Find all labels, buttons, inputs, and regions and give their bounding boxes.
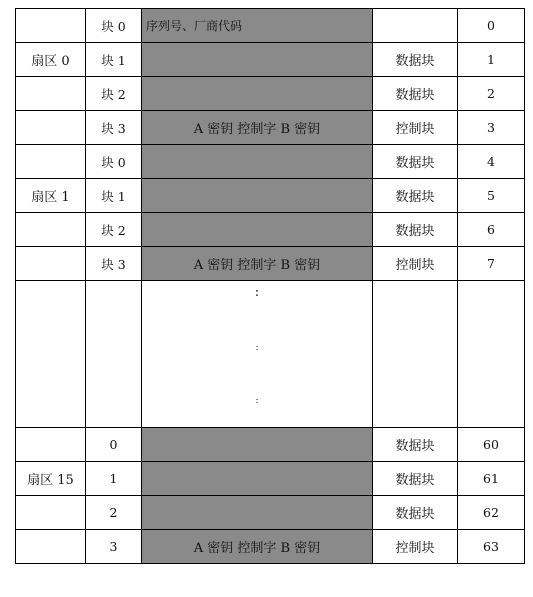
block-cell: 0: [86, 428, 142, 462]
block-cell: 1: [86, 462, 142, 496]
block-type-cell: 控制块: [373, 247, 458, 281]
content-cell: A 密钥 控制字 B 密钥: [142, 247, 373, 281]
ellipsis-dot: :: [255, 396, 259, 406]
address-cell: 1: [458, 43, 525, 77]
block-cell: 块 0: [86, 145, 142, 179]
table-row: [16, 530, 525, 564]
block-type-cell: 数据块: [373, 462, 458, 496]
block-cell: 块 0: [86, 9, 142, 43]
table-row: [16, 179, 525, 213]
block-cell: 块 3: [86, 111, 142, 145]
empty-cell: [86, 281, 142, 428]
content-cell: A 密钥 控制字 B 密钥: [142, 111, 373, 145]
empty-cell: [458, 281, 525, 428]
address-cell: 3: [458, 111, 525, 145]
table-row: [16, 145, 525, 179]
address-cell: 2: [458, 77, 525, 111]
block-type-cell: 数据块: [373, 428, 458, 462]
address-cell: 7: [458, 247, 525, 281]
content-cell: [142, 77, 373, 111]
content-cell: [142, 145, 373, 179]
memory-map-table: [15, 8, 525, 564]
content-cell: A 密钥 控制字 B 密钥: [142, 530, 373, 564]
address-cell: 0: [458, 9, 525, 43]
block-cell: 2: [86, 496, 142, 530]
block-type-cell: 控制块: [373, 111, 458, 145]
address-cell: 6: [458, 213, 525, 247]
content-cell: [142, 179, 373, 213]
block-type-cell: [373, 9, 458, 43]
sector-cell: [16, 428, 86, 462]
ellipsis-dot: :: [255, 343, 259, 353]
sector-cell: [16, 145, 86, 179]
block-cell: 块 1: [86, 43, 142, 77]
content-cell: [142, 428, 373, 462]
block-type-cell: 控制块: [373, 530, 458, 564]
block-type-cell: 数据块: [373, 145, 458, 179]
content-cell: [142, 43, 373, 77]
block-cell: 块 2: [86, 77, 142, 111]
address-cell: 5: [458, 179, 525, 213]
sector-cell: 扇区 15: [16, 462, 86, 496]
address-cell: 60: [458, 428, 525, 462]
vertical-ellipsis: [142, 281, 372, 427]
content-cell: [142, 462, 373, 496]
empty-cell: [16, 281, 86, 428]
table-row: [16, 496, 525, 530]
sector-cell: [16, 9, 86, 43]
ellipsis-cell: [142, 281, 373, 428]
ellipsis-dot: :: [254, 285, 260, 300]
block-type-cell: 数据块: [373, 77, 458, 111]
address-cell: 62: [458, 496, 525, 530]
block-type-cell: 数据块: [373, 213, 458, 247]
sector-cell: [16, 111, 86, 145]
sector-cell: [16, 530, 86, 564]
sector-cell: 扇区 0: [16, 43, 86, 77]
table-row: [16, 213, 525, 247]
address-cell: 63: [458, 530, 525, 564]
address-cell: 4: [458, 145, 525, 179]
block-cell: 块 3: [86, 247, 142, 281]
address-cell: 61: [458, 462, 525, 496]
content-cell: [142, 496, 373, 530]
ellipsis-row: [16, 281, 525, 428]
content-cell: 序列号、厂商代码: [142, 9, 373, 43]
table-row: [16, 462, 525, 496]
sector-cell: [16, 496, 86, 530]
table-row: [16, 77, 525, 111]
block-type-cell: 数据块: [373, 43, 458, 77]
table-row: [16, 9, 525, 43]
sector-cell: [16, 77, 86, 111]
block-type-cell: 数据块: [373, 179, 458, 213]
table-row: [16, 111, 525, 145]
table-row: [16, 43, 525, 77]
block-type-cell: 数据块: [373, 496, 458, 530]
block-cell: 块 2: [86, 213, 142, 247]
empty-cell: [373, 281, 458, 428]
sector-cell: [16, 247, 86, 281]
memory-map-body: [16, 9, 525, 564]
sector-cell: 扇区 1: [16, 179, 86, 213]
sector-cell: [16, 213, 86, 247]
table-row: [16, 428, 525, 462]
block-cell: 块 1: [86, 179, 142, 213]
table-row: [16, 247, 525, 281]
block-cell: 3: [86, 530, 142, 564]
content-cell: [142, 213, 373, 247]
